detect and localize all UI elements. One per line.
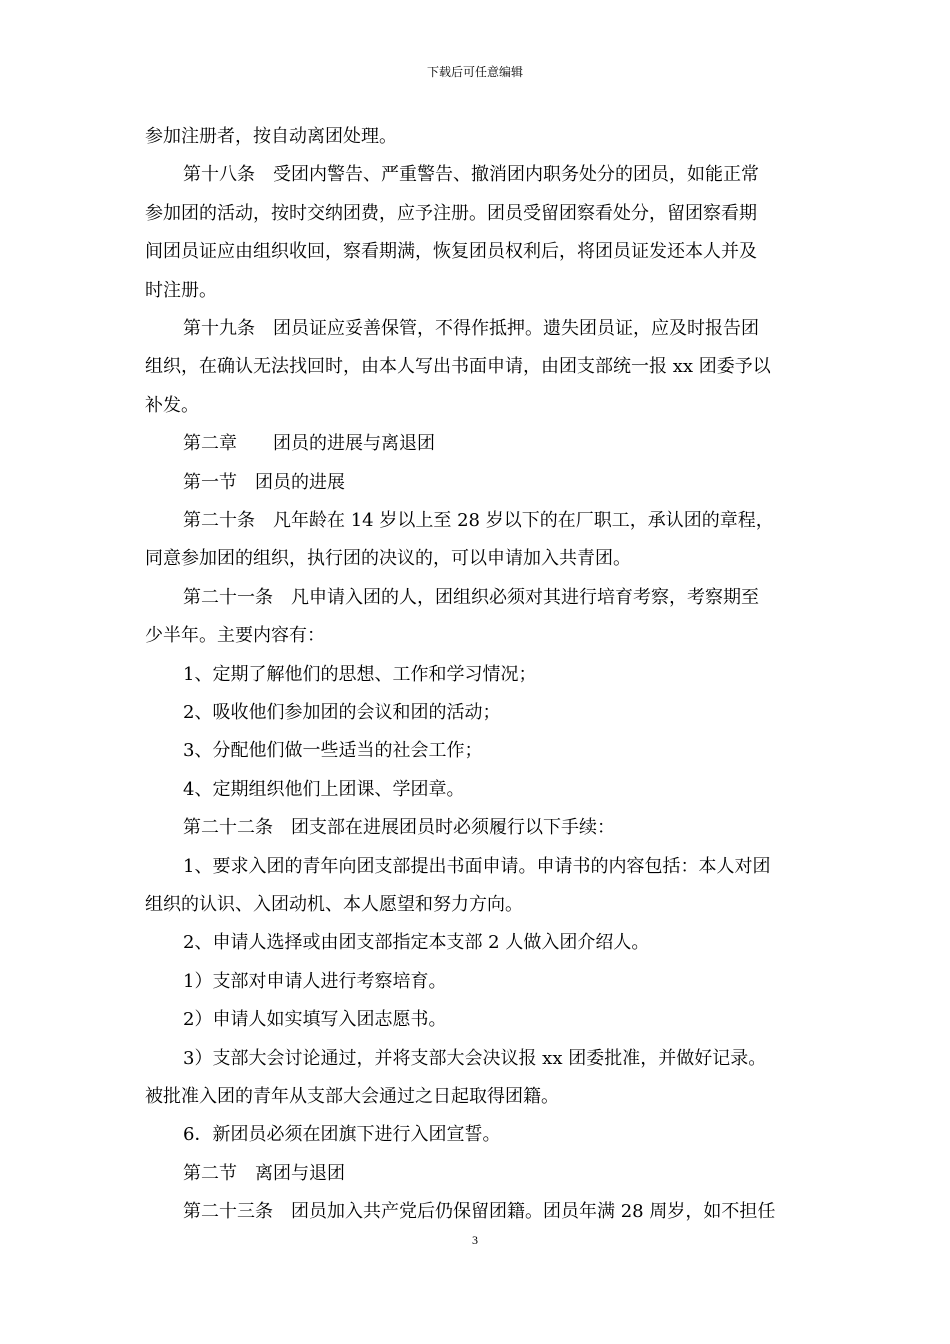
list-item: 2、吸收他们参加团的会议和团的活动； <box>183 702 501 723</box>
text-line: 时注册。 <box>145 280 217 301</box>
text-line: 少半年。主要内容有： <box>145 625 325 646</box>
list-item: 1、要求入团的青年向团支部提出书面申请。申请书的内容包括：本人对团 <box>183 856 771 877</box>
list-item: 1、定期了解他们的思想、工作和学习情况； <box>183 664 537 685</box>
text-line: 第二十一条 凡申请入团的人，团组织必须对其进行培育考察，考察期至 <box>183 587 759 608</box>
text-line: 第二十二条 团支部在进展团员时必须履行以下手续： <box>183 817 615 838</box>
text-line: 第二十条 凡年龄在 14 岁以上至 28 岁以下的在厂职工，承认团的章程， <box>183 510 774 531</box>
list-item: 3、分配他们做一些适当的社会工作； <box>183 740 483 761</box>
text-line: 间团员证应由组织收回，察看期满，恢复团员权利后，将团员证发还本人并及 <box>145 241 757 262</box>
list-item: 3）支部大会讨论通过，并将支部大会决议报 xx 团委批准，并做好记录。 <box>183 1048 767 1069</box>
text-line: 参加团的活动，按时交纳团费，应予注册。团员受留团察看处分，留团察看期 <box>145 203 757 224</box>
list-item: 6．新团员必须在团旗下进行入团宣誓。 <box>183 1124 501 1145</box>
page-number: 3 <box>472 1233 478 1247</box>
text-line: 参加注册者，按自动离团处理。 <box>145 126 397 147</box>
text-line: 组织，在确认无法找回时，由本人写出书面申请，由团支部统一报 xx 团委予以 <box>145 356 771 377</box>
text-line: 组织的认识、入团动机、本人愿望和努力方向。 <box>145 894 523 915</box>
text-line: 补发。 <box>145 395 199 416</box>
text-line: 第十九条 团员证应妥善保管，不得作抵押。遗失团员证，应及时报告团 <box>183 318 759 339</box>
text-line: 被批准入团的青年从支部大会通过之日起取得团籍。 <box>145 1086 559 1107</box>
chapter-heading: 第二章 团员的进展与离退团 <box>183 433 435 454</box>
list-item: 2）申请人如实填写入团志愿书。 <box>183 1009 447 1030</box>
page-header: 下载后可任意编辑 <box>426 65 523 79</box>
list-item: 1）支部对申请人进行考察培育。 <box>183 971 447 992</box>
list-item: 4、定期组织他们上团课、学团章。 <box>183 779 465 800</box>
list-item: 2、申请人选择或由团支部指定本支部 2 人做入团介绍人。 <box>183 932 650 953</box>
text-line: 第二十三条 团员加入共产党后仍保留团籍。团员年满 28 周岁，如不担任 <box>183 1201 776 1222</box>
text-line: 第十八条 受团内警告、严重警告、撤消团内职务处分的团员，如能正常 <box>183 164 759 185</box>
section-heading: 第二节 离团与退团 <box>183 1163 345 1184</box>
text-line: 同意参加团的组织，执行团的决议的，可以申请加入共青团。 <box>145 548 631 569</box>
section-heading: 第一节 团员的进展 <box>183 472 345 493</box>
